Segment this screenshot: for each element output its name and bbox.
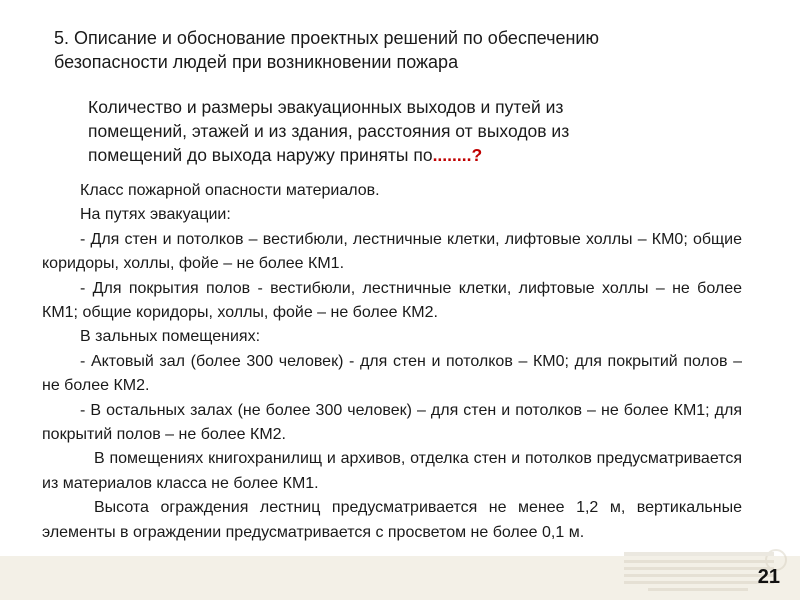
paragraph-evacuation-paths: На путях эвакуации:	[80, 206, 231, 224]
question-line-1: Количество и размеры эвакуационных выходов и путей из	[88, 97, 564, 117]
paragraph-floor-coverings: - Для покрытия полов - вестибюли, лестничные клетки, лифтовые холлы – не более КМ1; общие коридоры, холлы, фойе – не более КМ2.	[42, 279, 742, 322]
paragraph-other-halls: - В остальных залах (не более 300 человек) – для стен и потолков – не более КМ1; для покрытий полов – не более КМ2.	[42, 401, 742, 444]
content-body	[42, 179, 742, 545]
paragraph-archives: В помещениях книгохранилищ и архивов, отделка стен и потолков предусматривается из материалов класса не более КМ1.	[42, 450, 742, 492]
paragraph-walls-ceilings: - Для стен и потолков – вестибюли, лестничные клетки, лифтовые холлы – КМ0; общие коридоры, холлы, фойе – не более КМ1.	[42, 230, 742, 273]
paragraph-hall-rooms: В зальных помещениях:	[80, 328, 261, 346]
slide-title-line-1: 5. Описание и обоснование проектных решений по обеспечению	[54, 28, 599, 48]
question-line-3-text: помещений до выхода наружу приняты по	[88, 145, 433, 165]
paragraph-material-class: Класс пожарной опасности материалов.	[80, 182, 380, 199]
page-number: 21	[757, 566, 780, 588]
paragraph-stair-railings: Высота ограждения лестниц предусматривается не менее 1,2 м, вертикальные элементы в ограждении предусматривается с просветом не более 0,1 м.	[42, 499, 742, 541]
question-line-2: помещений, этажей и из здания, расстояния от выходов из	[88, 121, 570, 141]
slide-title-line-2: безопасности людей при возникновении пожара	[54, 52, 459, 72]
question-block	[88, 95, 768, 167]
question-accent-dots: ........?	[432, 145, 483, 165]
question-line-3	[88, 143, 768, 167]
slide-title	[54, 26, 754, 74]
paragraph-assembly-hall: - Актовый зал (более 300 человек) - для стен и потолков – КМ0; для покрытий полов – не более КМ2.	[42, 352, 742, 395]
